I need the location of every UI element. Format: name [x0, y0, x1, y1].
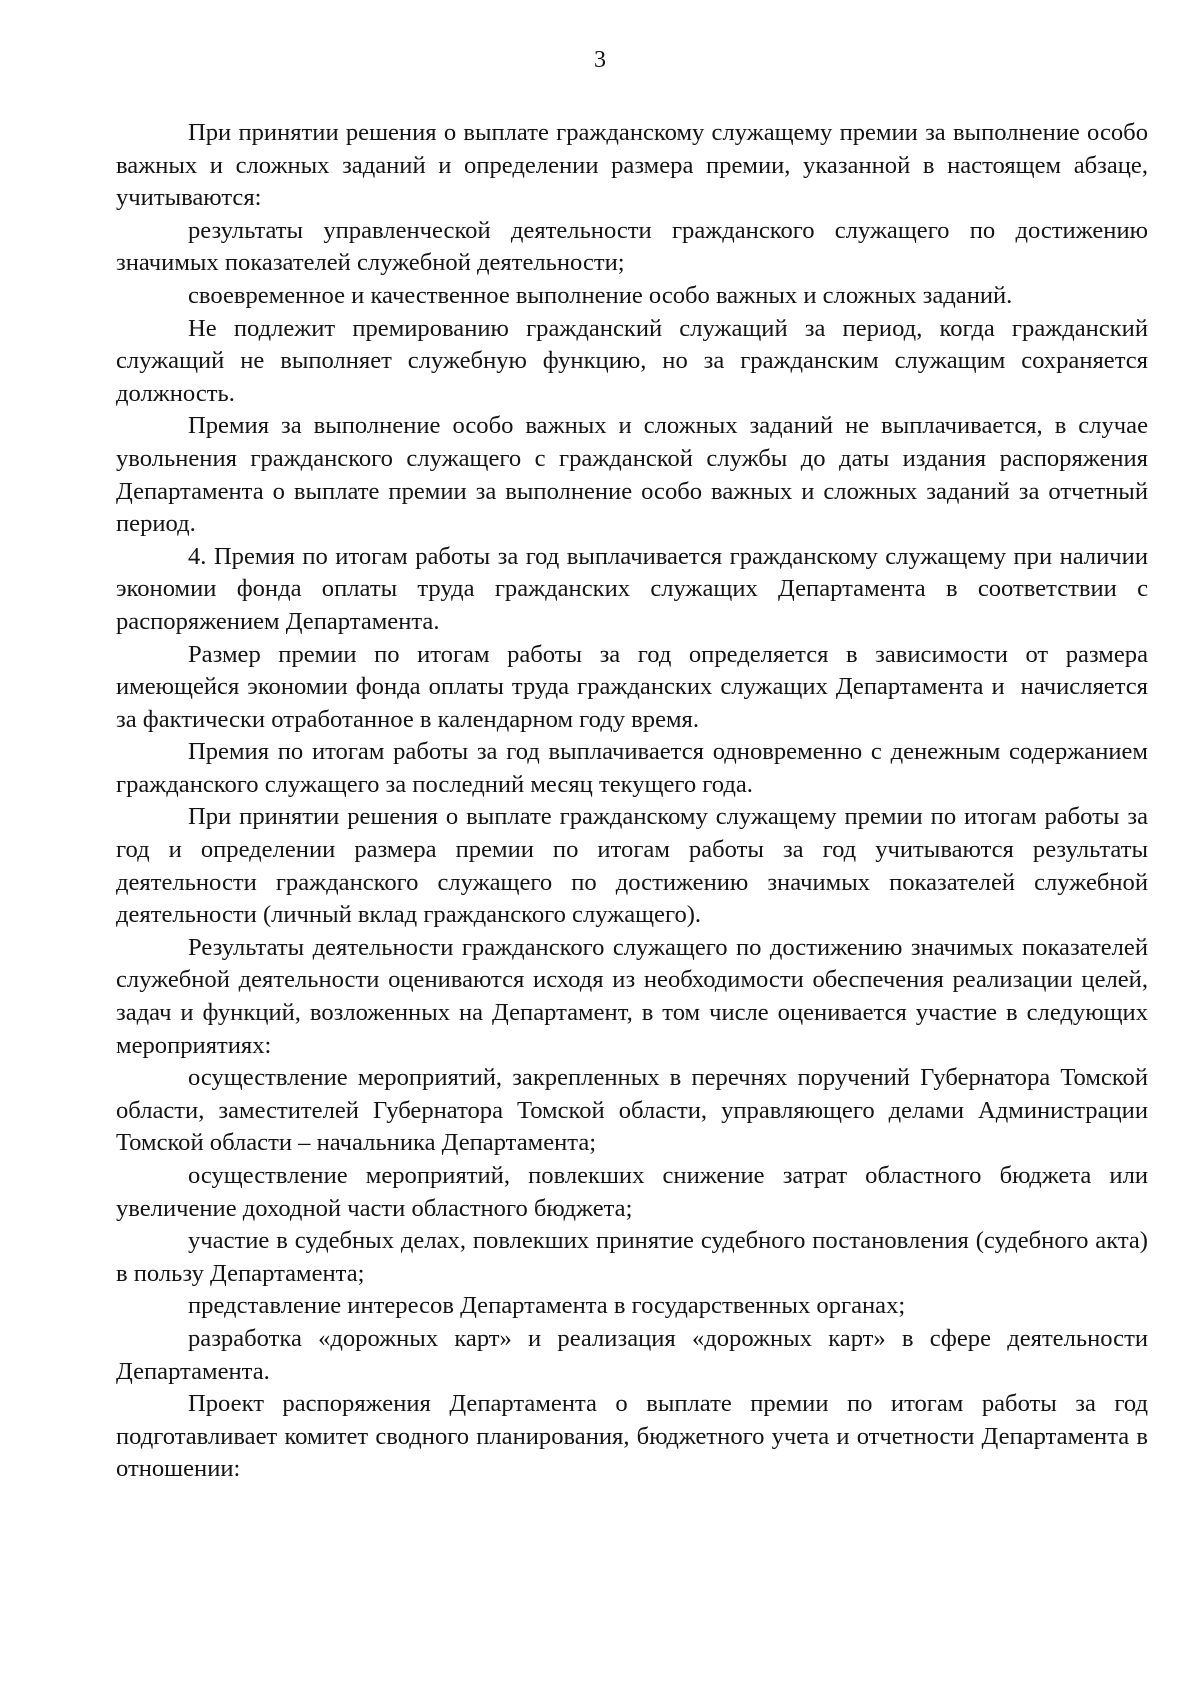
paragraph-3: своевременное и качественное выполнение особо важных и сложных заданий.: [188, 281, 1013, 309]
paragraph-9: При принятии решения о выплате гражданскому служащему премии по итогам работы за год и определении размера премии по итогам работы за год учитываются результаты деятельности гражданского служащего по достижению значимых показателей служебной деятельности (личный вклад гражданского служащего).: [116, 803, 1155, 929]
paragraph-10: Результаты деятельности гражданского служащего по достижению значимых показателей служебной деятельности оцениваются исходя из необходимости обеспечения реализации целей, задач и функций, возложенных на Департамент, в том числе оценивается участие в следующих мероприятиях:: [116, 933, 1155, 1059]
paragraph-4: Не подлежит премированию гражданский служащий за период, когда гражданский служащий не выполняет служебную функцию, но за гражданским служащим сохраняется должность.: [116, 314, 1155, 407]
page-number: 3: [594, 47, 606, 73]
paragraph-5: Премия за выполнение особо важных и сложных заданий не выплачивается, в случае увольнения гражданского служащего с гражданской службы до даты издания распоряжения Департамента о выплате премии за выполнение особо важных и сложных заданий за отчетный период.: [116, 412, 1155, 538]
paragraph-15: разработка «дорожных карт» и реализация «дорожных карт» в сфере деятельности Департамента.: [116, 1324, 1155, 1385]
paragraph-11: осуществление мероприятий, закрепленных в перечнях поручений Губернатора Томской области, заместителей Губернатора Томской области, управляющего делами Администрации Томской области – начальника Департамента;: [116, 1064, 1155, 1157]
paragraph-13: участие в судебных делах, повлекших принятие судебного постановления (судебного акта) в пользу Департамента;: [116, 1227, 1155, 1287]
paragraph-12: осуществление мероприятий, повлекших снижение затрат областного бюджета или увеличение доходной части областного бюджета;: [116, 1162, 1155, 1222]
paragraph-1: При принятии решения о выплате гражданскому служащему премии за выполнение особо важных и сложных заданий и определении размера премии, указанной в настоящем абзаце, учитываются:: [116, 119, 1155, 212]
paragraph-8: Премия по итогам работы за год выплачивается одновременно с денежным содержанием гражданского служащего за последний месяц текущего года.: [116, 738, 1155, 798]
paragraph-6: 4. Премия по итогам работы за год выплачивается гражданскому служащему при наличии экономии фонда оплаты труда гражданских служащих Департамента в соответствии с распоряжением Департамента.: [116, 542, 1155, 635]
paragraph-14: представление интересов Департамента в государственных органах;: [188, 1292, 906, 1320]
document-body: [116, 117, 1155, 1486]
paragraph-16: Проект распоряжения Департамента о выплате премии по итогам работы за год подготавливает комитет сводного планирования, бюджетного учета и отчетности Департамента в отношении:: [116, 1390, 1155, 1483]
paragraph-7: Размер премии по итогам работы за год определяется в зависимости от размера имеющейся экономии фонда оплаты труда гражданских служащих Департамента и начисляется за фактически отработанное в календарном году время.: [116, 640, 1155, 733]
paragraph-2: результаты управленческой деятельности гражданского служащего по достижению значимых показателей служебной деятельности;: [116, 216, 1155, 277]
